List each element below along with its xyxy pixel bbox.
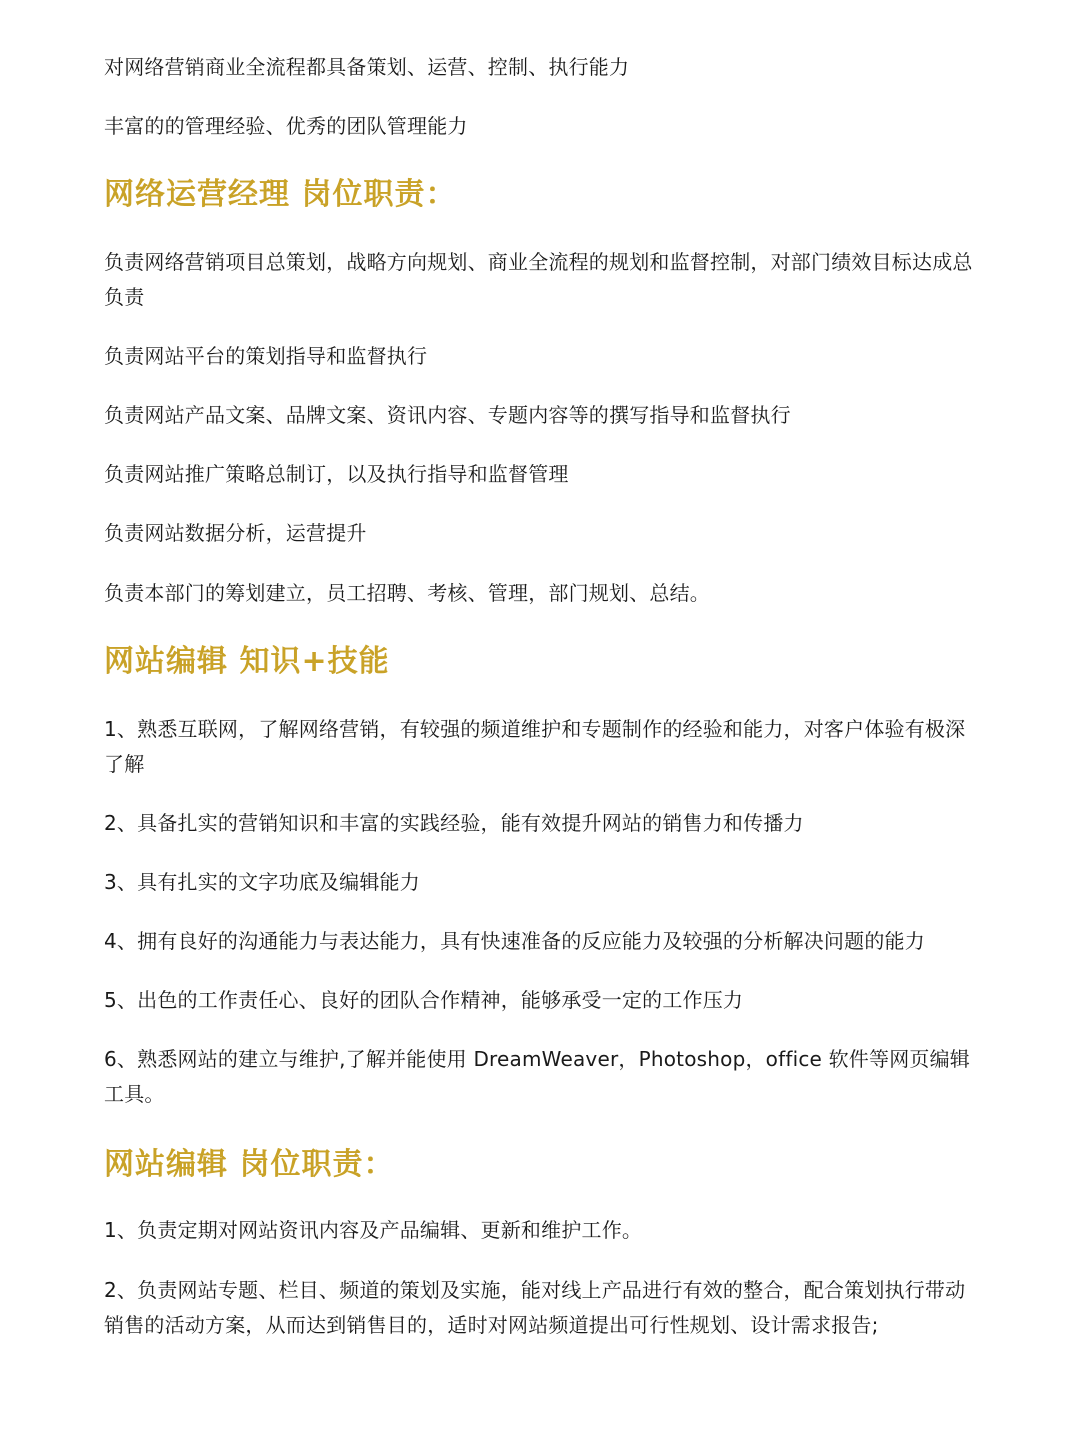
- editor-duty-2: 2、负责网站专题、栏目、频道的策划及实施，能对线上产品进行有效的整合，配合策划执行带动销售的活动方案，从而达到销售目的，适时对网站频道提出可行性规划、设计需求报告;: [104, 1278, 966, 1337]
- editor-skill-1: 1、熟悉互联网，了解网络营销，有较强的频道维护和专题制作的经验和能力，对客户体验有极深了解: [104, 717, 966, 776]
- ops-duty-1: 负责网络营销项目总策划，战略方向规划、商业全流程的规划和监督控制，对部门绩效目标达成总负责: [104, 250, 973, 309]
- editor-skill-5: 5、出色的工作责任心、良好的团队合作精神，能够承受一定的工作压力: [104, 988, 744, 1012]
- ops-duty-6: 负责本部门的筹划建立，员工招聘、考核、管理，部门规划、总结。: [104, 581, 710, 605]
- editor-skill-2: 2、具备扎实的营销知识和丰富的实践经验，能有效提升网站的销售力和传播力: [104, 811, 804, 835]
- intro-line-2: 丰富的的管理经验、优秀的团队管理能力: [104, 114, 468, 138]
- heading-editor-skills: 网站编辑 知识+技能: [104, 644, 390, 679]
- editor-duty-1: 1、负责定期对网站资讯内容及产品编辑、更新和维护工作。: [104, 1218, 643, 1242]
- editor-skill-6: 6、熟悉网站的建立与维护,了解并能使用 DreamWeaver，Photoshop，office 软件等网页编辑工具。: [104, 1047, 971, 1106]
- editor-skill-3: 3、具有扎实的文字功底及编辑能力: [104, 870, 420, 894]
- editor-skill-4: 4、拥有良好的沟通能力与表达能力，具有快速准备的反应能力及较强的分析解决问题的能力: [104, 929, 925, 953]
- ops-duty-4: 负责网站推广策略总制订，以及执行指导和监督管理: [104, 462, 569, 486]
- ops-duty-3: 负责网站产品文案、品牌文案、资讯内容、专题内容等的撰写指导和监督执行: [104, 403, 791, 427]
- ops-duty-5: 负责网站数据分析，运营提升: [104, 521, 367, 545]
- heading-ops-manager-duties: 网络运营经理 岗位职责：: [104, 177, 457, 212]
- intro-line-1: 对网络营销商业全流程都具备策划、运营、控制、执行能力: [104, 55, 630, 79]
- ops-duty-2: 负责网站平台的策划指导和监督执行: [104, 344, 428, 368]
- heading-editor-duties: 网站编辑 岗位职责：: [104, 1147, 395, 1182]
